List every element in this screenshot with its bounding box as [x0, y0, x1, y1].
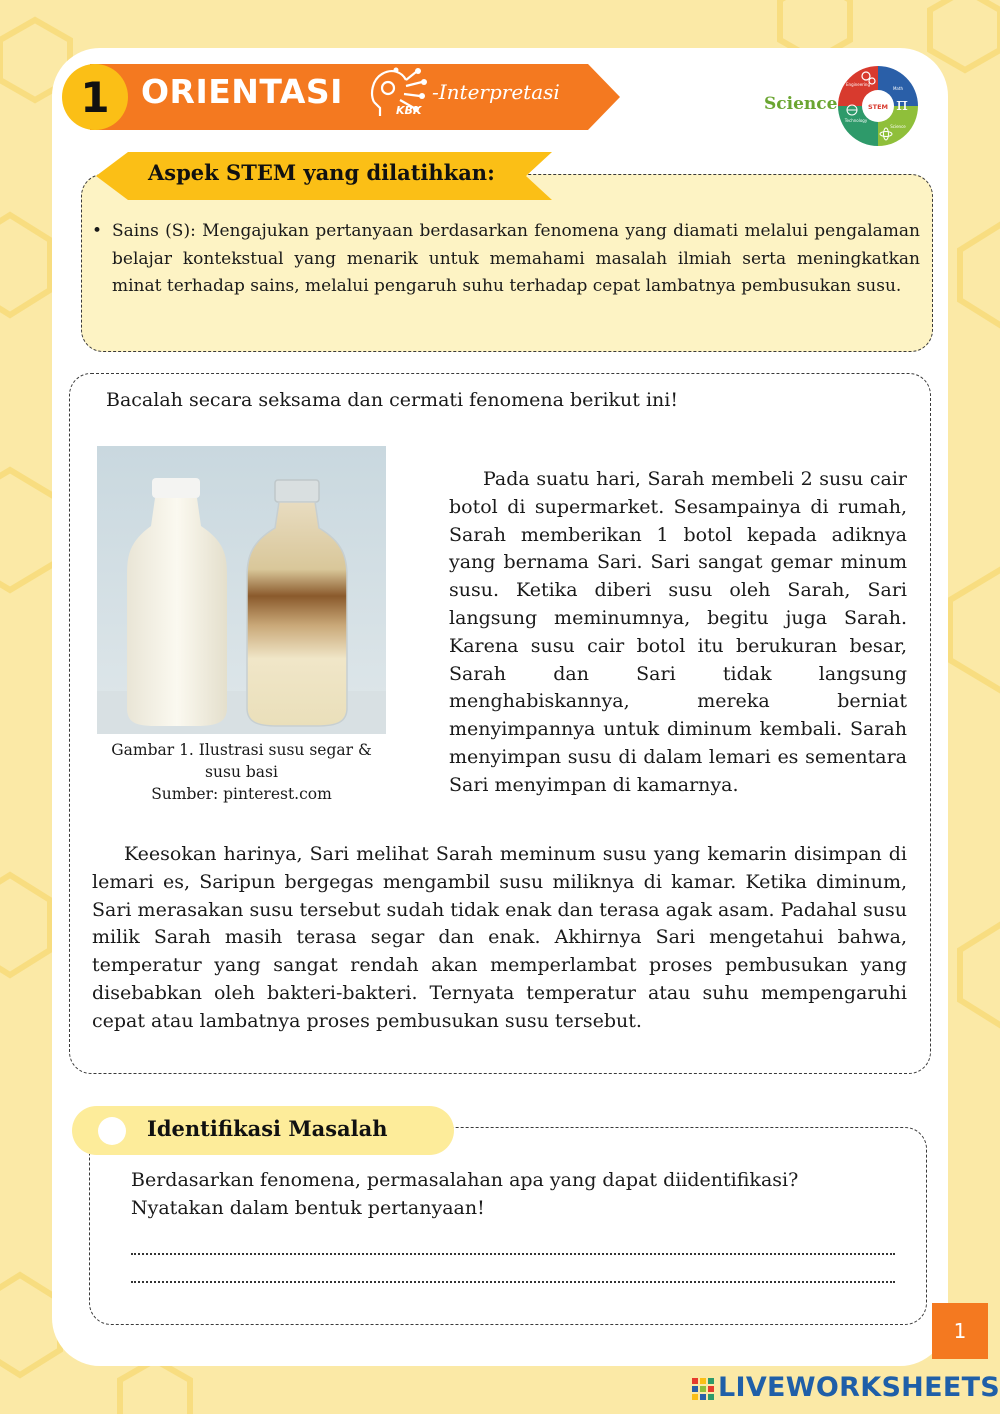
identification-question-line-1: Berdasarkan fenomena, permasalahan apa yang dapat diidentifikasi?: [131, 1169, 799, 1191]
kbk-label: KBK: [396, 104, 422, 117]
identification-title: Identifikasi Masalah: [147, 1116, 388, 1141]
answer-line-1[interactable]: [131, 1253, 895, 1255]
pi-icon: π: [896, 94, 908, 115]
image-caption-title: Gambar 1. Ilustrasi susu segar & susu basi: [111, 741, 372, 781]
stem-logo: [836, 64, 920, 148]
science-label: Science: [764, 94, 838, 114]
stem-aspect-list: [92, 218, 920, 301]
image-caption-source: Sumber: pinterest.com: [151, 785, 332, 803]
liveworksheets-logo-icon: [692, 1378, 714, 1400]
stem-logo-science: Science: [890, 124, 906, 129]
section-title: ORIENTASI: [141, 72, 343, 111]
answer-line-2[interactable]: [131, 1281, 895, 1283]
image-caption: [97, 739, 386, 805]
story-paragraph-2: Keesokan harinya, Sari melihat Sarah meminum susu yang kemarin disimpan di lemari es, Saripun bergegas mengambil susu miliknya di kamar. Ketika diminum, Sari merasakan susu tersebut sudah tidak enak dan terasa agak asam. Padahal susu milik Sarah masih terasa segar dan enak. Akhirnya Sari mengetahui bahwa, temperatur yang sangat rendah akan memperlambat proses pembusukan yang disebabkan oleh bakteri-bakteri. Ternyata temperatur atau suhu mempengaruhi cepat atau lambatnya proses pembusukan susu tersebut.: [92, 843, 907, 1032]
stem-aspect-title: Aspek STEM yang dilatihkan:: [148, 160, 495, 185]
identification-dot-icon: [98, 1117, 126, 1145]
stem-logo-math: Math: [892, 86, 904, 91]
stem-logo-center-text: STEM: [867, 103, 889, 111]
identification-question-line-2: Nyatakan dalam bentuk pertanyaan!: [131, 1197, 485, 1219]
milk-bottles-image: [97, 446, 386, 734]
stem-logo-engineering: Engineering: [846, 82, 870, 87]
page-number: 1: [932, 1303, 988, 1359]
identification-box: [89, 1127, 927, 1325]
reading-instruction: Bacalah secara seksama dan cermati fenomena berikut ini!: [106, 389, 678, 411]
section-number: 1: [62, 64, 128, 130]
story-paragraph-1: Pada suatu hari, Sarah membeli 2 susu cair botol di supermarket. Sesampainya di rumah, Sarah memberikan 1 botol kepada adiknya yang bernama Sari. Sari sangat gemar minum susu. Ketika diberi susu oleh Sarah, Sari langsung meminumnya, begitu juga Sarah. Karena susu cair botol itu berukuran besar, Sarah dan Sari tidak langsung menghabiskannya, mereka berniat menyimpannya untuk diminum kembali. Sarah menyimpan susu di dalam lemari es sementara Sari menyimpan di kamarnya.: [449, 468, 907, 796]
liveworksheets-brand[interactable]: LIVEWORKSHEETS: [718, 1372, 1000, 1403]
interpretation-label: -Interpretasi: [432, 80, 560, 104]
stem-aspect-item: • Sains (S): Mengajukan pertanyaan berdasarkan fenomena yang diamati melalui pengalaman belajar kontekstual yang menarik untuk memahami masalah ilmiah serta meningkatkan minat terhadap sains, melalui pengaruh suhu terhadap cepat lambatnya pembusukan susu.: [92, 218, 920, 301]
stem-logo-technology: Technology: [844, 118, 868, 123]
identification-question: [131, 1166, 891, 1222]
